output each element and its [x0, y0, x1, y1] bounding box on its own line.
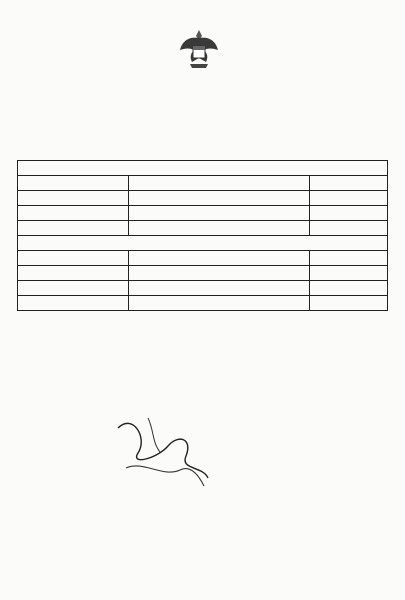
header-teachers [129, 251, 310, 266]
eagle-emblem-icon [178, 26, 220, 72]
students-cell [18, 296, 129, 311]
table-section-row [18, 161, 388, 176]
teachers-cell [129, 191, 310, 206]
table-row [18, 296, 388, 311]
students-cell [18, 206, 129, 221]
table-row [18, 266, 388, 281]
rank-cell [310, 281, 388, 296]
teachers-cell [129, 206, 310, 221]
teachers-cell [129, 221, 310, 236]
teachers-cell [129, 266, 310, 281]
teachers-cell [129, 281, 310, 296]
header-blank-cell [310, 176, 388, 191]
rank-cell [310, 191, 388, 206]
section-title [18, 236, 388, 251]
table-row [18, 191, 388, 206]
header-teachers [129, 176, 310, 191]
header-students [18, 176, 129, 191]
header-blank-cell [310, 251, 388, 266]
students-cell [18, 191, 129, 206]
table-header-row [18, 251, 388, 266]
table-section-row [18, 236, 388, 251]
students-cell [18, 281, 129, 296]
students-cell [18, 266, 129, 281]
table-row [18, 221, 388, 236]
winners-table [17, 160, 388, 311]
table-header-row [18, 176, 388, 191]
header-students [18, 251, 129, 266]
rank-cell [310, 296, 388, 311]
table-row [18, 281, 388, 296]
handwritten-signature-icon [108, 408, 218, 493]
section-title [18, 161, 388, 176]
table-row [18, 206, 388, 221]
students-cell [18, 221, 129, 236]
rank-cell [310, 266, 388, 281]
rank-cell [310, 206, 388, 221]
teachers-cell [129, 296, 310, 311]
rank-cell [310, 221, 388, 236]
